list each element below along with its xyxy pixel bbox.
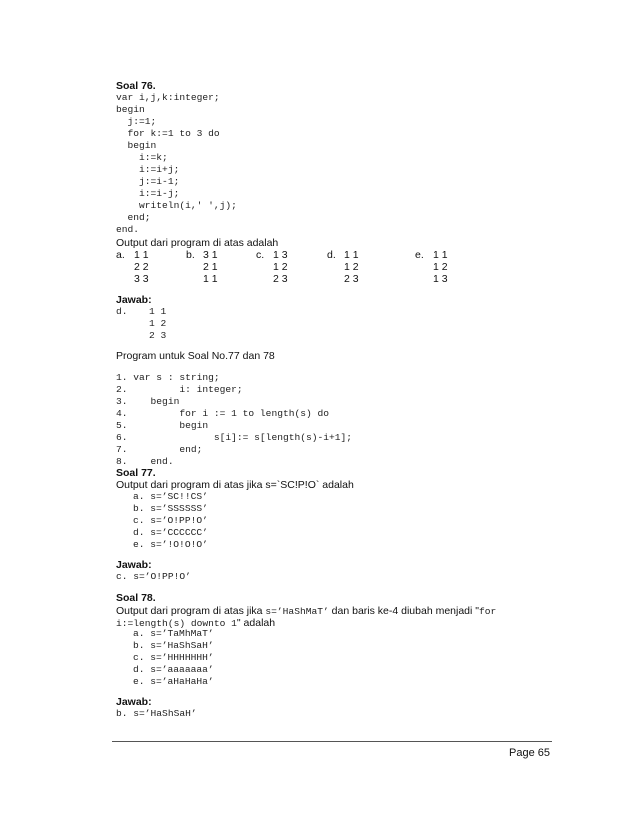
q76-answer-row: 1 2	[149, 318, 167, 329]
q77-question: Output dari program di atas jika s=`SC!P!O` adalah	[116, 479, 354, 491]
q76-answer-row: 1 1	[149, 306, 167, 317]
q78-question-code: i:=length(s) downto 1	[116, 618, 237, 629]
q76-question: Output dari program di atas adalah	[116, 237, 279, 249]
program-line: 6. s[i]:= s[length(s)-i+1];	[116, 432, 353, 443]
footer-divider	[112, 741, 552, 742]
q76-code-line: begin	[116, 104, 145, 115]
q78-question-text: Output dari program di atas jika	[116, 605, 266, 617]
q76-option-row: 1 2	[433, 261, 448, 273]
q78-option: b. s=’HaShSaH’	[133, 640, 214, 651]
q78-option: a. s=’TaMhMaT’	[133, 628, 214, 639]
q76-option-row: 1 2	[344, 261, 359, 273]
q77-option: e. s=’!O!O!O’	[133, 539, 208, 550]
program-line: 7. end;	[116, 444, 203, 455]
q78-title: Soal 78.	[116, 592, 156, 604]
q76-option-row: 1 1	[203, 273, 218, 285]
q78-question-text: " adalah	[236, 617, 276, 629]
q76-option-letter: e.	[415, 249, 424, 261]
program-line: 3. begin	[116, 396, 180, 407]
q76-option-letter: d.	[327, 249, 336, 261]
q78-question-text: dan baris ke-4 diubah menjadi "	[328, 605, 479, 617]
q77-option: b. s=’SSSSSS’	[133, 503, 208, 514]
q76-option-row: 1 3	[273, 249, 288, 261]
q78-option: c. s=’HHHHHHH’	[133, 652, 214, 663]
q76-option-row: 2 3	[273, 273, 288, 285]
q76-option-row: 2 1	[203, 261, 218, 273]
program-line: 8. end.	[116, 456, 174, 467]
q77-answer-label: Jawab:	[116, 559, 152, 571]
q76-option-row: 2 3	[344, 273, 359, 285]
q78-answer-label: Jawab:	[116, 696, 152, 708]
page-number: Page 65	[509, 747, 550, 759]
q76-answer-row: 2 3	[149, 330, 167, 341]
q77-title: Soal 77.	[116, 467, 156, 479]
q76-option-row: 3 3	[134, 273, 149, 285]
program-line: 4. for i := 1 to length(s) do	[116, 408, 330, 419]
q76-option-row: 1 3	[433, 273, 448, 285]
q78-answer: b. s=’HaShSaH’	[116, 708, 197, 719]
q76-code-line: writeln(i,' ',j);	[116, 200, 237, 211]
q76-code-line: j:=i-1;	[116, 176, 180, 187]
program-intro: Program untuk Soal No.77 dan 78	[116, 350, 275, 362]
q76-code-line: j:=1;	[116, 116, 157, 127]
q76-code-line: i:=i-j;	[116, 188, 180, 199]
program-line: 1. var s : string;	[116, 372, 220, 383]
q76-code-line: begin	[116, 140, 157, 151]
q76-option-row: 3 1	[203, 249, 218, 261]
q76-answer-label: Jawab:	[116, 294, 152, 306]
q77-option: c. s=’O!PP!O’	[133, 515, 208, 526]
q77-answer: c. s=’O!PP!O’	[116, 571, 191, 582]
q76-option-row: 1 1	[134, 249, 149, 261]
q76-option-letter: a.	[116, 249, 125, 261]
q78-option: d. s=’aaaaaaa’	[133, 664, 214, 675]
q77-option: d. s=’CCCCCC’	[133, 527, 208, 538]
program-line: 5. begin	[116, 420, 209, 431]
q76-code-line: end.	[116, 224, 140, 235]
q76-option-row: 1 2	[273, 261, 288, 273]
q78-question-code: s=’HaShMaT’	[265, 606, 329, 617]
q76-option-row: 2 2	[134, 261, 149, 273]
q76-code-line: i:=k;	[116, 152, 168, 163]
q76-option-letter: c.	[256, 249, 265, 261]
q77-option: a. s=’SC!!CS’	[133, 491, 208, 502]
q76-code-line: var i,j,k:integer;	[116, 92, 220, 103]
q76-code-line: for k:=1 to 3 do	[116, 128, 220, 139]
q76-code-line: i:=i+j;	[116, 164, 180, 175]
q76-option-letter: b.	[186, 249, 195, 261]
q76-option-row: 1 1	[344, 249, 359, 261]
program-line: 2. i: integer;	[116, 384, 243, 395]
q76-option-row: 1 1	[433, 249, 448, 261]
q76-answer-letter: d.	[116, 306, 128, 317]
q78-question-code: for	[479, 606, 497, 617]
q76-title: Soal 76.	[116, 80, 156, 92]
q78-option: e. s=’aHaHaHa’	[133, 676, 214, 687]
q76-code-line: end;	[116, 212, 151, 223]
